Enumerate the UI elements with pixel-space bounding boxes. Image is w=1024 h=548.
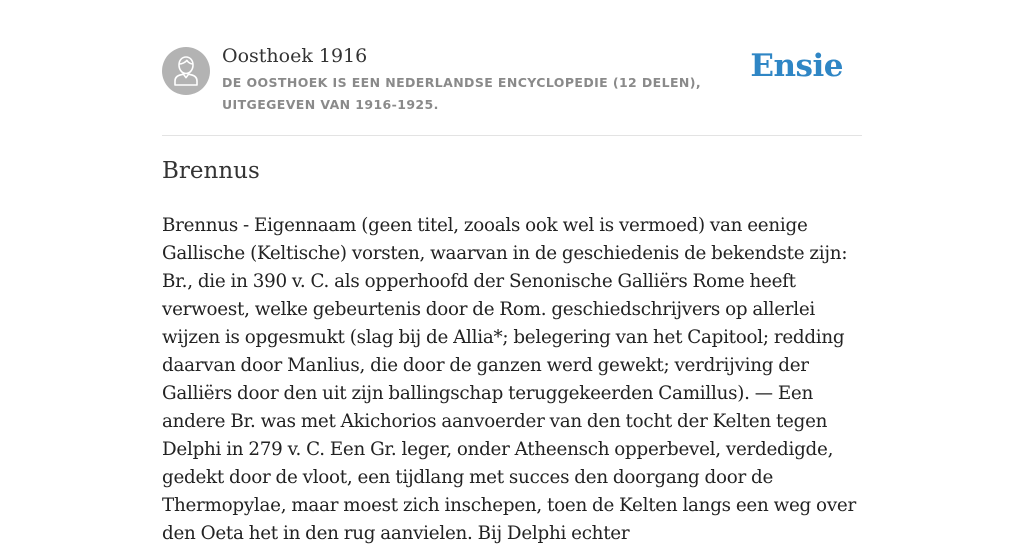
article-title: Brennus <box>162 158 260 184</box>
source-name[interactable]: Oosthoek 1916 <box>222 45 368 67</box>
brand-logo[interactable]: Ensie <box>750 48 843 84</box>
article-body: Brennus - Eigennaam (geen titel, zooals ook wel is vermoed) van eenige Gallische (Keltische) vorsten, waarvan in de geschiedenis de bekendste zijn: Br., die in 390 v. C. als opperhoofd der Senonische Galliërs Rome heeft verwoest, welke gebeurtenis door de Rom. geschiedschrijvers op allerlei wijzen is opgesmukt (slag bij de Allia*; belegering van het Capitool; redding daarvan door Manlius, die door de ganzen werd gewekt; verdrijving der Galliërs door den uit zijn ballingschap teruggekeerden Camillus). — Een andere Br. was met Akichorios aanvoerder van den tocht der Kelten tegen Delphi in 279 v. C. Een Gr. leger, onder Atheensch opperbevel, verdedigde, gedekt door de vloot, een tijdlang met succes den doorgang door de Thermopylae, maar moest zich inschepen, toen de Kelten langs een weg over den Oeta het in den rug aanvielen. Bij Delphi echter <box>162 215 856 544</box>
source-header <box>162 44 862 134</box>
header-divider <box>162 135 862 136</box>
user-silhouette-icon[interactable] <box>162 47 210 95</box>
source-description: DE OOSTHOEK IS EEN NEDERLANDSE ENCYCLOPEDIE (12 DELEN), UITGEGEVEN VAN 1916-1925. <box>222 75 702 112</box>
